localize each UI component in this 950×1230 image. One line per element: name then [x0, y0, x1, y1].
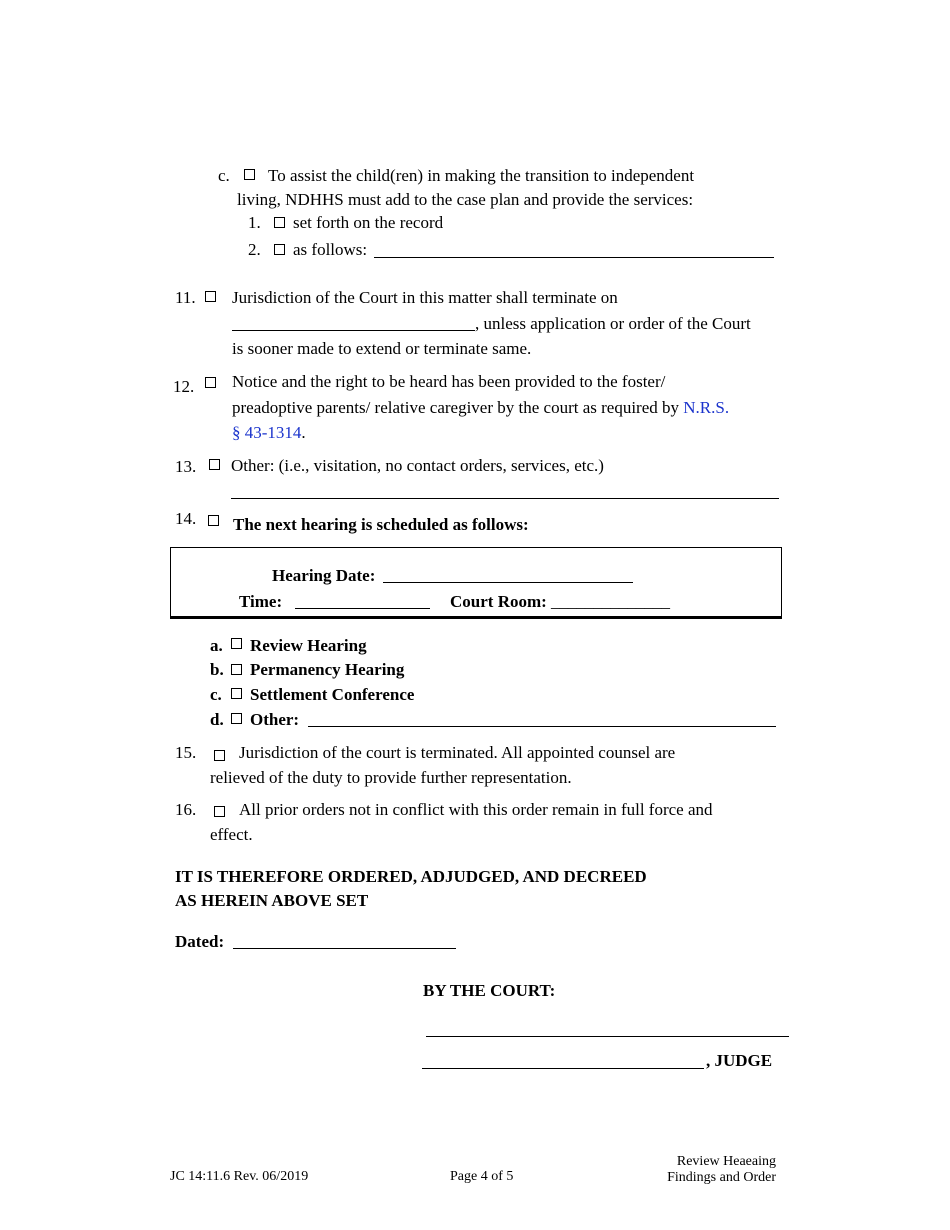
- dated-label: Dated:: [175, 932, 225, 951]
- item-10c-text-line2: living, NDHHS must add to the case plan and provide the services:: [237, 190, 694, 209]
- court-room-label: Court Room:: [450, 592, 547, 611]
- footer-page-number: Page 4 of 5: [450, 1169, 514, 1184]
- option-letter: a.: [210, 636, 223, 655]
- permanency-hearing-checkbox[interactable]: [231, 664, 242, 675]
- other-checkbox[interactable]: [231, 713, 242, 724]
- item-12-text-line2-main: preadoptive parents/ relative caregiver by the court as required by: [232, 398, 679, 417]
- settlement-conference-checkbox[interactable]: [231, 688, 242, 699]
- signature-line[interactable]: [426, 1036, 789, 1037]
- order-heading-line2: AS HEREIN ABOVE SET: [175, 891, 369, 910]
- item-11-text-line2: , unless application or order of the Court: [475, 314, 751, 333]
- item-10c-sub2-num: 2.: [248, 240, 261, 259]
- item-11-line1: [175, 288, 618, 308]
- footer-title-line2: Findings and Order: [667, 1170, 776, 1185]
- court-room-row: [450, 592, 670, 612]
- item-15-checkbox[interactable]: [214, 750, 225, 761]
- option-permanency-hearing: [210, 660, 405, 680]
- item-16-text-line1: All prior orders not in conflict with this order remain in full force and: [239, 800, 713, 819]
- dated-blank[interactable]: [233, 948, 456, 949]
- item-10c-sub2-text: as follows:: [293, 240, 368, 259]
- review-hearing-checkbox[interactable]: [231, 638, 242, 649]
- item-10c-letter: c.: [218, 166, 230, 185]
- option-letter: d.: [210, 710, 224, 729]
- item-14-text: The next hearing is scheduled as follows:: [233, 515, 529, 534]
- item-11-text-line3: is sooner made to extend or terminate same.: [232, 339, 532, 358]
- nrs-link-part2[interactable]: § 43-1314: [232, 423, 302, 442]
- option-letter: c.: [210, 685, 222, 704]
- item-14-checkbox[interactable]: [208, 515, 219, 526]
- item-13-blank[interactable]: [231, 498, 779, 499]
- item-15-text-line1: Jurisdiction of the court is terminated. All appointed counsel are: [239, 743, 676, 762]
- item-10c-sub1-text: set forth on the record: [293, 213, 444, 232]
- option-other: [210, 710, 300, 730]
- order-heading-line1: IT IS THEREFORE ORDERED, ADJUDGED, AND DECREED: [175, 867, 647, 886]
- item-12-period: .: [301, 423, 306, 442]
- item-13-checkbox[interactable]: [209, 459, 220, 470]
- item-11-date-blank[interactable]: [232, 330, 475, 331]
- item-10c-sub1-checkbox[interactable]: [274, 217, 285, 228]
- item-13-num: 13.: [175, 457, 197, 476]
- option-label: Review Hearing: [250, 636, 367, 655]
- item-13-text: Other: (i.e., visitation, no contact orders, services, etc.): [231, 456, 604, 475]
- item-12-text-line2: [232, 398, 729, 418]
- item-11-checkbox[interactable]: [205, 291, 216, 302]
- option-letter: b.: [210, 660, 224, 679]
- option-settlement-conference: [210, 685, 415, 705]
- item-10c-checkbox[interactable]: [244, 169, 255, 180]
- option-label: Other:: [250, 710, 300, 729]
- hearing-date-label: Hearing Date:: [272, 566, 376, 585]
- option-review-hearing: [210, 636, 367, 656]
- by-the-court: BY THE COURT:: [423, 981, 556, 1000]
- item-12-checkbox[interactable]: [205, 377, 216, 388]
- item-10c-sub1-num: 1.: [248, 213, 261, 232]
- item-12-num: 12.: [173, 377, 195, 396]
- item-14-num: 14.: [175, 509, 197, 528]
- item-12-text-line3: [232, 423, 306, 443]
- item-10c-text-line1: To assist the child(ren) in making the transition to independent: [268, 166, 695, 185]
- item-10c-sub2-checkbox[interactable]: [274, 244, 285, 255]
- item-11-text-line1: Jurisdiction of the Court in this matter shall terminate on: [232, 288, 618, 307]
- footer-title: [667, 1154, 776, 1186]
- item-16-checkbox[interactable]: [214, 806, 225, 817]
- court-room-blank[interactable]: ______________: [551, 592, 671, 611]
- item-10c-sub2-blank[interactable]: [374, 257, 774, 258]
- item-16-num: 16.: [175, 800, 197, 819]
- item-12-text-line1: Notice and the right to be heard has been provided to the foster/: [232, 372, 666, 391]
- item-15-text-line2: relieved of the duty to provide further representation.: [210, 768, 572, 787]
- option-label: Settlement Conference: [250, 685, 415, 704]
- nrs-link-part1[interactable]: N.R.S.: [683, 398, 730, 417]
- hearing-date-blank[interactable]: [383, 582, 633, 583]
- item-10c-sub2: [248, 240, 368, 260]
- other-blank[interactable]: [308, 726, 776, 727]
- item-16-text-line2: effect.: [210, 825, 253, 844]
- judge-name-line[interactable]: [422, 1068, 704, 1069]
- option-label: Permanency Hearing: [250, 660, 405, 679]
- judge-label: , JUDGE: [706, 1051, 773, 1070]
- footer-title-line1: Review Heaeaing: [676, 1154, 776, 1169]
- item-10c-line1: [218, 166, 695, 186]
- time-label: Time:: [239, 592, 283, 611]
- item-11-num: 11.: [175, 288, 196, 307]
- item-15-num: 15.: [175, 743, 197, 762]
- item-10c-sub1: [248, 213, 444, 233]
- time-blank[interactable]: [295, 608, 430, 609]
- footer-form-id: JC 14:11.6 Rev. 06/2019: [170, 1169, 309, 1184]
